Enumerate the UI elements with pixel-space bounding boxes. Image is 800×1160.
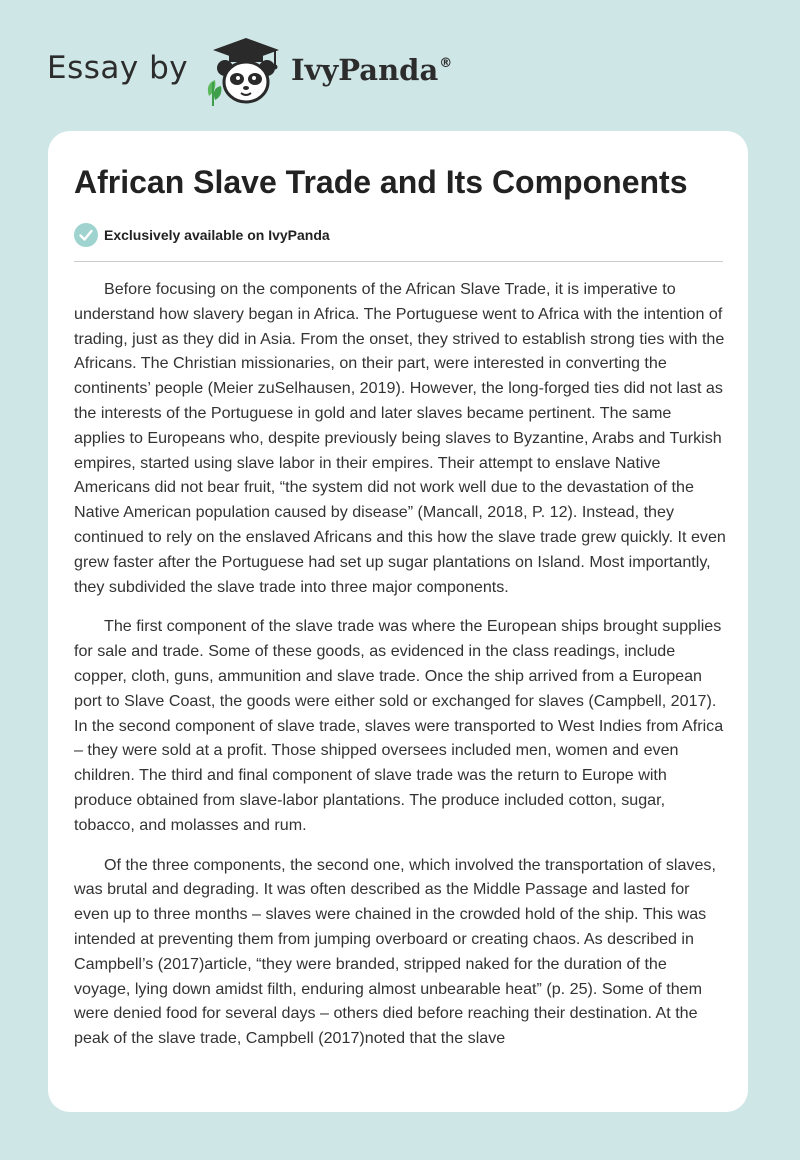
exclusive-badge xyxy=(74,223,330,247)
paragraph-2: The first component of the slave trade was where the European ships brought supplies for sale and trade. Some of these goods, as evidenced in the class readings, include copper, cloth, guns, ammunition and slave trade. Once the ship arrived from a European port to Slave Coast, the goods were either sold or exchanged for slaves (Campbell, 2017). In the second component of slave trade, slaves were transported to West Indies from Africa – they were sold at a profit. Those shipped oversees included men, women and even children. The third and final component of slave trade was the return to Europe with produce obtained from slave-labor plantations. The produce included cotton, sugar, tobacco, and molasses and rum. xyxy=(74,617,724,834)
essay-title: African Slave Trade and Its Components xyxy=(74,164,688,200)
paragraph-1: Before focusing on the components of the African Slave Trade, it is imperative to understand how slavery began in Africa. The Portuguese went to Africa with the intention of trading, just as they did in Asia. From the onset, they strived to establish strong ties with the Africans. The Christian missionaries, on their part, were interested in converting the continents’ people (Meier zuSelhausen, 2019). However, the long-forged ties did not last as the interests of the Portuguese in gold and later slaves became pertinent. The same applies to Europeans who, despite previously being slaves to Byzantine, Arabs and Turkish empires, started using slave labor in their empires. Their attempt to enslave Native Americans did not bear fruit, “the system did not work well due to the devastation of the Native American population caused by disease” (Mancall, 2018, P. 12). Instead, they continued to rely on the enslaved Africans and this how the slave trade grew quickly. It even grew faster after the Portuguese had set up sugar plantations on Island. Most importantly, they subdivided the slave trade into three major components. xyxy=(74,280,726,596)
badge-text: Exclusively available on IvyPanda xyxy=(104,227,330,243)
essay-by-label: Essay by xyxy=(47,50,189,86)
registered-mark: ® xyxy=(439,56,453,71)
check-circle-icon xyxy=(74,223,98,247)
panda-logo-icon xyxy=(203,36,289,108)
site-header xyxy=(0,0,800,130)
title-divider xyxy=(74,261,723,262)
essay-card xyxy=(48,131,748,1112)
brand-name xyxy=(291,53,452,87)
paragraph-3: Of the three components, the second one, which involved the transportation of slaves, was brutal and degrading. It was often described as the Middle Passage and lasted for even up to three months – slaves were chained in the crowded hold of the ship. This was intended at preventing them from jumping overboard or creating chaos. As described in Campbell’s (2017)article, “they were branded, stripped naked for the duration of the voyage, lying down amidst filth, enduring almost unbearable heat” (p. 25). Some of them were denied food for several days – others died before reaching their destination. At the peak of the slave trade, Campbell (2017)noted that the slave xyxy=(74,855,716,1048)
brand-label: IvyPanda xyxy=(291,53,439,87)
essay-body xyxy=(74,277,726,1066)
